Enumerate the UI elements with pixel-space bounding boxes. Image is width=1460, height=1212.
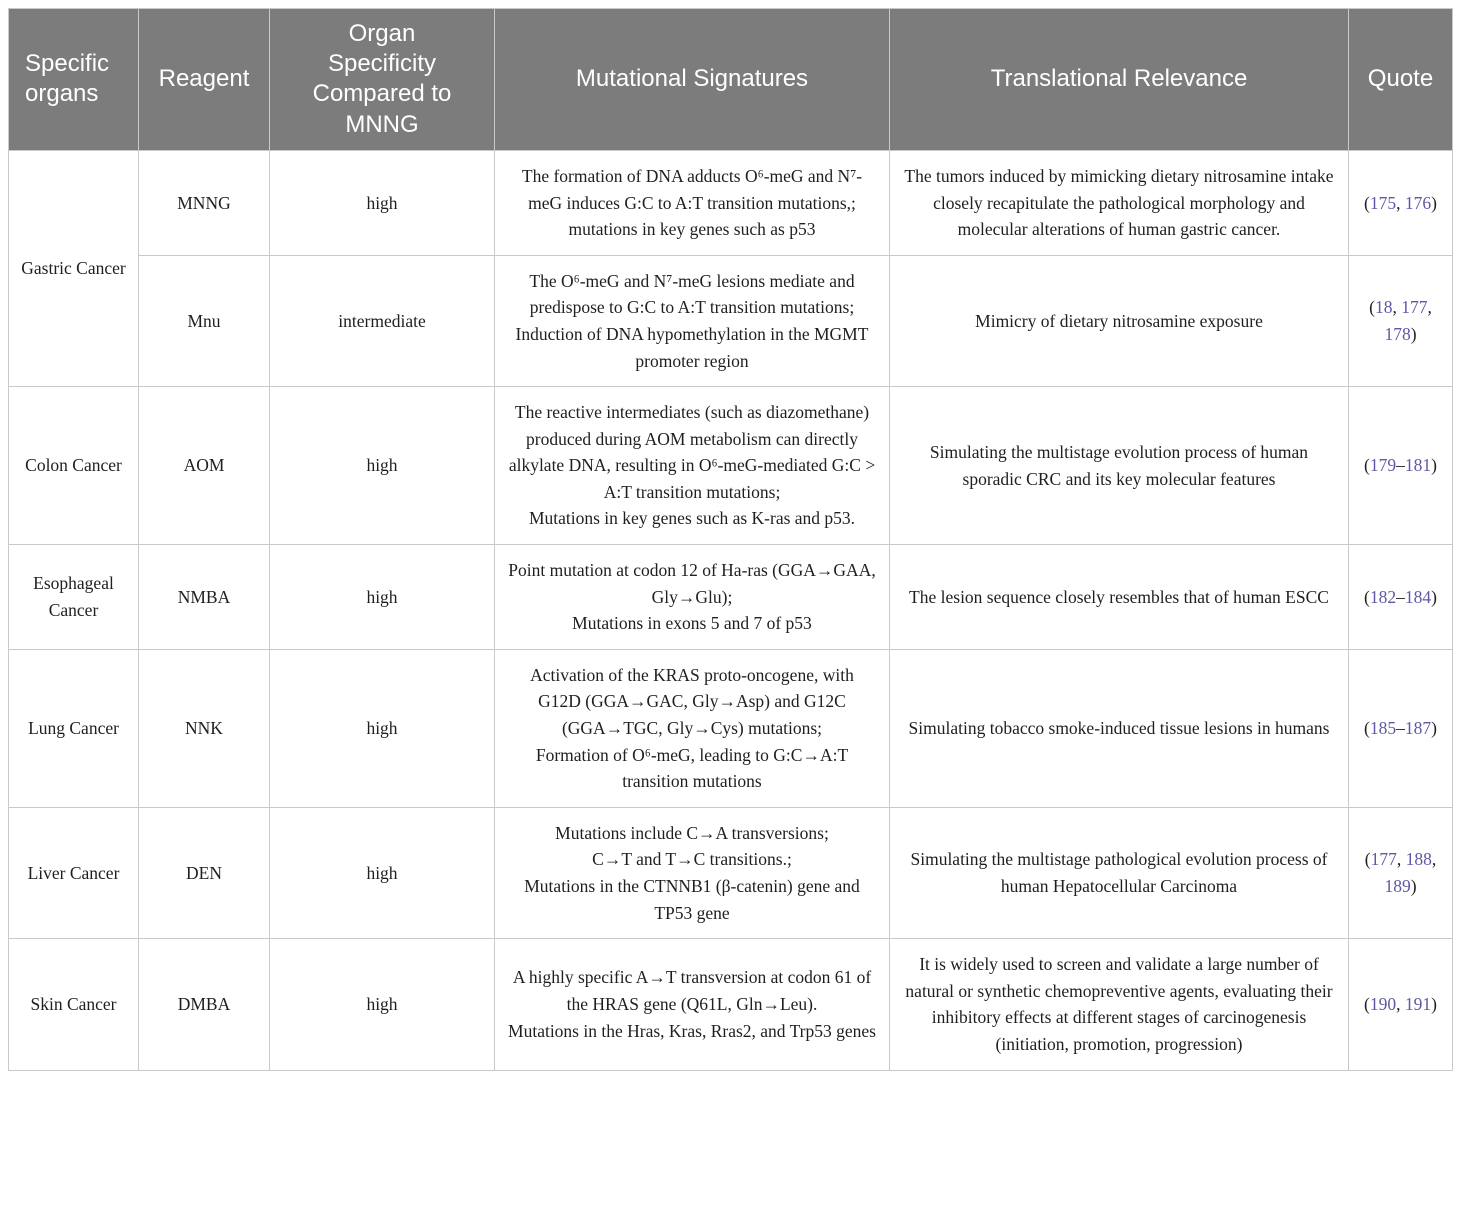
signature-segment: Activation of the KRAS proto-oncogene, with G12D (GGA→GAC, Gly→Asp) and G12C (GGA→TGC, Gly→Cys) mutations; (530, 664, 854, 739)
signatures-cell (495, 545, 890, 650)
organ-cell: Skin Cancer (9, 939, 139, 1070)
quote-cell: (18, 177, 178) (1349, 255, 1453, 386)
signature-segment: Mutations in the CTNNB1 (β-catenin) gene and TP53 gene (524, 876, 860, 923)
signature-segment: Mutations include C→A transversions; (555, 822, 829, 843)
header-row (9, 9, 1453, 151)
relevance-cell: Simulating tobacco smoke-induced tissue lesions in humans (890, 649, 1349, 807)
table-row (9, 649, 1453, 807)
signature-segment: Induction of DNA hypomethylation in the MGMT promoter region (515, 323, 869, 371)
citation-link[interactable]: 185 (1369, 718, 1397, 739)
relevance-cell: The lesion sequence closely resembles that of human ESCC (890, 545, 1349, 650)
specificity-cell: high (270, 387, 495, 545)
organ-cell: Lung Cancer (9, 649, 139, 807)
table-body (9, 150, 1453, 1070)
table-header (9, 9, 1453, 151)
reagent-cell: Mnu (139, 255, 270, 386)
relevance-cell: Simulating the multistage pathological evolution process of human Hepatocellular Carcinoma (890, 807, 1349, 938)
organ-cell: Colon Cancer (9, 387, 139, 545)
signatures-cell (495, 939, 890, 1070)
signature-segment: Mutations in the Hras, Kras, Rras2, and Trp53 genes (508, 1020, 876, 1041)
quote-cell: (177, 188, 189) (1349, 807, 1453, 938)
citation-link[interactable]: 179 (1369, 455, 1397, 476)
relevance-cell: Mimicry of dietary nitrosamine exposure (890, 255, 1349, 386)
citation-link[interactable]: 190 (1369, 994, 1397, 1015)
quote-cell: (190, 191) (1349, 939, 1453, 1070)
signature-segment: The formation of DNA adducts O⁶-meG and N⁷-meG induces G:C to A:T transition mutations,; mutations in key genes such as p53 (521, 165, 863, 240)
signatures-cell (495, 807, 890, 938)
citation-link[interactable]: 177 (1401, 297, 1428, 318)
reagent-cell: MNNG (139, 150, 270, 255)
column-header-quote: Quote (1349, 9, 1453, 151)
signatures-cell (495, 150, 890, 255)
citation-link[interactable]: 182 (1369, 586, 1397, 607)
citation-link[interactable]: 187 (1404, 718, 1432, 739)
specificity-cell: high (270, 939, 495, 1070)
organ-cell: Liver Cancer (9, 807, 139, 938)
quote-cell: (185–187) (1349, 649, 1453, 807)
signature-segment: A highly specific A→T transversion at codon 61 of the HRAS gene (Q61L, Gln→Leu). (512, 967, 872, 1015)
column-header-reagent: Reagent (139, 9, 270, 151)
reagents-table (8, 8, 1453, 1071)
signature-segment: Point mutation at codon 12 of Ha-ras (GGA→GAA, Gly→Glu); (508, 560, 876, 607)
signature-segment: The O⁶-meG and N⁷-meG lesions mediate and predispose to G:C to A:T transition mutations; (529, 270, 855, 318)
citation-link[interactable]: 175 (1369, 192, 1397, 213)
citation-link[interactable]: 181 (1404, 455, 1432, 476)
column-header-relevance: Translational Relevance (890, 9, 1349, 151)
citation-link[interactable]: 189 (1384, 876, 1411, 896)
reagent-cell: AOM (139, 387, 270, 545)
signature-segment: Mutations in exons 5 and 7 of p53 (572, 613, 812, 634)
reagent-cell: NMBA (139, 545, 270, 650)
signatures-cell (495, 387, 890, 545)
specificity-cell: high (270, 807, 495, 938)
citation-link[interactable]: 177 (1370, 849, 1397, 870)
signatures-cell (495, 649, 890, 807)
table-row (9, 807, 1453, 938)
citation-link[interactable]: 188 (1405, 849, 1432, 870)
quote-cell: (175, 176) (1349, 150, 1453, 255)
signature-segment: C→T and T→C transitions.; (592, 849, 792, 870)
table-row (9, 939, 1453, 1070)
signature-segment: The reactive intermediates (such as diazomethane) produced during AOM metabolism can directly alkylate DNA, resulting in O⁶-meG-mediated G:C > A:T transition mutations; (508, 402, 876, 502)
citation-link[interactable]: 178 (1384, 323, 1411, 344)
reagent-cell: NNK (139, 649, 270, 807)
quote-cell: (182–184) (1349, 545, 1453, 650)
table-row (9, 545, 1453, 650)
relevance-cell: The tumors induced by mimicking dietary nitrosamine intake closely recapitulate the pathological morphology and molecular alterations of human gastric cancer. (890, 150, 1349, 255)
citation-link[interactable]: 184 (1404, 586, 1432, 607)
signatures-cell (495, 255, 890, 386)
citation-link[interactable]: 191 (1404, 994, 1432, 1015)
specificity-cell: high (270, 649, 495, 807)
relevance-cell: Simulating the multistage evolution process of human sporadic CRC and its key molecular features (890, 387, 1349, 545)
reagent-cell: DEN (139, 807, 270, 938)
specificity-cell: high (270, 150, 495, 255)
column-header-signatures: Mutational Signatures (495, 9, 890, 151)
signature-segment: Formation of O⁶-meG, leading to G:C→A:T transition mutations (535, 744, 849, 792)
specificity-cell: intermediate (270, 255, 495, 386)
quote-cell: (179–181) (1349, 387, 1453, 545)
citation-link[interactable]: 176 (1404, 192, 1432, 213)
organ-cell: Gastric Cancer (9, 150, 139, 386)
organ-cell: Esophageal Cancer (9, 545, 139, 650)
column-header-organ: Specific organs (9, 9, 139, 151)
table-row (9, 255, 1453, 386)
column-header-specificity: Organ Specificity Compared to MNNG (270, 9, 495, 151)
signature-segment: Mutations in key genes such as K-ras and p53. (528, 508, 856, 529)
table-row (9, 387, 1453, 545)
reagent-cell: DMBA (139, 939, 270, 1070)
specificity-cell: high (270, 545, 495, 650)
relevance-cell: It is widely used to screen and validate a large number of natural or synthetic chemopreventive agents, evaluating their inhibitory effects at different stages of carcinogenesis (initiation, promotion, progression) (890, 939, 1349, 1070)
citation-link[interactable]: 18 (1374, 297, 1393, 318)
table-row (9, 150, 1453, 255)
